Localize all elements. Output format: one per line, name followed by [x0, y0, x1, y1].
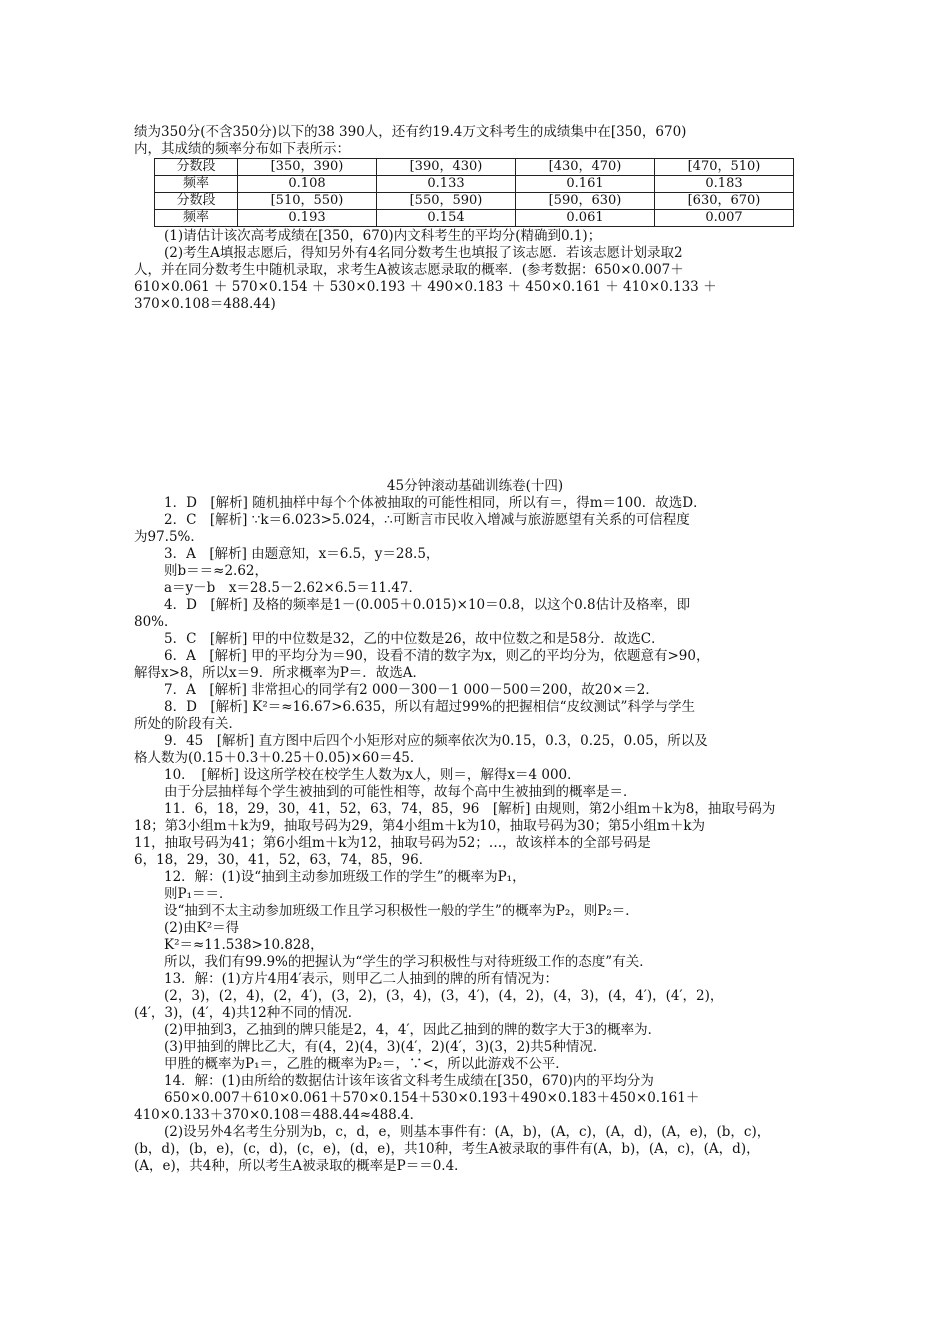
- answer-line: 甲胜的概率为P₁＝，乙胜的概率为P₂＝，∵<，所以此游戏不公平．: [164, 1056, 569, 1072]
- answer-line: (2，3)，(2，4)，(2，4′)，(3，2)，(3，4)，(3，4′)，(4，2)，(4，3)，(4，4′)，(4′，2)，: [164, 988, 724, 1004]
- answer-line: 8．D [解析] K²＝≈16.67>6.635，所以有超过99%的把握相信“皮纹测试”科学与学生: [164, 699, 695, 715]
- answer-line: 13．解：(1)方片4用4′表示，则甲乙二人抽到的牌的所有情况为：: [164, 971, 559, 987]
- table-cell: 0.061: [516, 210, 655, 227]
- table-cell: [390，430): [377, 159, 516, 176]
- answer-line: 11．6，18，29，30，41，52，63，74，85，96 [解析] 由规则，第2小组m＋k为8，抽取号码为: [164, 801, 776, 817]
- answer-line: 解得x>8，所以x＝9．所求概率为P＝．故选A．: [134, 665, 427, 681]
- answer-line: 1．D [解析] 随机抽样中每个个体被抽取的可能性相同，所以有＝，得m＝100．故选D．: [164, 495, 707, 511]
- answer-line: 6．A [解析] 甲的平均分为＝90，设看不清的数字为x，则乙的平均分为，依题意有>90，: [164, 648, 710, 664]
- answer-title: 45分钟滚动基础训练卷(十四): [386, 478, 564, 494]
- table-cell: [470，510): [655, 159, 794, 176]
- question-line: 610×0.061 ＋ 570×0.154 ＋ 530×0.193 ＋ 490×0.183 ＋ 450×0.161 ＋ 410×0.133 ＋: [134, 279, 717, 295]
- table-cell: [630，670): [655, 193, 794, 210]
- answer-line: 则P₁＝＝．: [164, 886, 233, 902]
- answer-line: a＝y－b x＝28.5－2.62×6.5＝11.47．: [164, 580, 422, 596]
- answer-line: 为97.5%．: [134, 529, 204, 545]
- answer-line: (2)设另外4名考生分别为b，c，d，e，则基本事件有：(A，b)，(A，c)，(A，d)，(A，e)，(b，c)，: [164, 1124, 771, 1140]
- answer-line: 12．解：(1)设“抽到主动参加班级工作的学生”的概率为P₁，: [164, 869, 526, 885]
- answer-line: 14．解：(1)由所给的数据估计该年该省文科考生成绩在[350，670)内的平均分为: [164, 1073, 654, 1089]
- answer-line: (4′，3)，(4′，4)共12种不同的情况．: [134, 1005, 362, 1021]
- answer-line: 80%．: [134, 614, 178, 630]
- table-cell: 分数段: [155, 193, 238, 210]
- table-cell: 分数段: [155, 159, 238, 176]
- table-row: [155, 193, 794, 210]
- table-cell: 0.161: [516, 176, 655, 193]
- table-row: [155, 159, 794, 176]
- answer-line: 所处的阶段有关．: [134, 716, 242, 732]
- table-cell: [350，390): [238, 159, 377, 176]
- answer-line: 10． [解析] 设这所学校在校学生人数为x人，则＝，解得x＝4 000．: [164, 767, 581, 783]
- table-cell: 0.183: [655, 176, 794, 193]
- table-row: [155, 210, 794, 227]
- answer-line: 格人数为(0.15＋0.3＋0.25＋0.05)×60＝45．: [134, 750, 424, 766]
- answer-line: (3)甲抽到的牌比乙大，有(4，2)(4，3)(4′，2)(4′，3)(3，2)共5种情况．: [164, 1039, 607, 1055]
- table-cell: 0.108: [238, 176, 377, 193]
- frequency-table: [154, 158, 794, 227]
- question-line: 370×0.108＝488.44): [134, 296, 276, 312]
- table-cell: [550，590): [377, 193, 516, 210]
- answer-line: 由于分层抽样每个学生被抽到的可能性相等，故每个高中生被抽到的概率是＝．: [164, 784, 637, 800]
- table-cell: 0.154: [377, 210, 516, 227]
- answer-line: 18；第3小组m＋k为9，抽取号码为29，第4小组m＋k为10，抽取号码为30；第5小组m＋k为: [134, 818, 706, 834]
- answer-line: (A，e)，共4种，所以考生A被录取的概率是P＝＝0.4．: [134, 1158, 468, 1174]
- answer-line: (2)由K²＝得: [164, 920, 240, 936]
- answer-line: (2)甲抽到3，乙抽到的牌只能是2，4，4′，因此乙抽到的牌的数字大于3的概率为．: [164, 1022, 662, 1038]
- answer-line: 6，18，29，30，41，52，63，74，85，96．: [134, 852, 433, 868]
- table-cell: 频率: [155, 210, 238, 227]
- table-cell: 0.007: [655, 210, 794, 227]
- answer-line: 所以，我们有99.9%的把握认为“学生的学习积极性与对待班级工作的态度”有关．: [164, 954, 653, 970]
- question-line: 人，并在同分数考生中随机录取，求考生A被该志愿录取的概率．(参考数据：650×0.007＋: [134, 262, 684, 278]
- question-line: (1)请估计该次高考成绩在[350，670)内文科考生的平均分(精确到0.1)；: [164, 228, 602, 244]
- answer-line: 5．C [解析] 甲的中位数是32，乙的中位数是26，故中位数之和是58分．故选C．: [164, 631, 665, 647]
- table-cell: 0.193: [238, 210, 377, 227]
- table-row: [155, 176, 794, 193]
- answer-line: (b，d)，(b，e)，(c，d)，(c，e)，(d，e)，共10种，考生A被录取的事件有(A，b)，(A，c)，(A，d)，: [134, 1141, 760, 1157]
- intro-line: 内，其成绩的频率分布如下表所示：: [134, 141, 350, 157]
- answer-line: 则b＝＝≈2.62，: [164, 563, 269, 579]
- answer-line: 410×0.133＋370×0.108＝488.44≈488.4．: [134, 1107, 424, 1123]
- intro-line: 绩为350分(不含350分)以下的38 390人，还有约19.4万文科考生的成绩集中在[350，670): [134, 124, 687, 140]
- table-cell: [510，550): [238, 193, 377, 210]
- table-cell: 频率: [155, 176, 238, 193]
- answer-line: 设“抽到不太主动参加班级工作且学习积极性一般的学生”的概率为P₂，则P₂＝．: [164, 903, 639, 919]
- answer-line: K²＝≈11.538>10.828，: [164, 937, 324, 953]
- answer-line: 7．A [解析] 非常担心的同学有2 000－300－1 000－500＝200，故20×＝2．: [164, 682, 659, 698]
- answer-line: 9．45 [解析] 直方图中后四个小矩形对应的频率依次为0.15，0.3，0.25，0.05，所以及: [164, 733, 708, 749]
- table-cell: [430，470): [516, 159, 655, 176]
- answer-line: 4．D [解析] 及格的频率是1－(0.005＋0.015)×10＝0.8，以这个0.8估计及格率，即: [164, 597, 691, 613]
- table-cell: [590，630): [516, 193, 655, 210]
- question-line: (2)考生A填报志愿后，得知另外有4名同分数考生也填报了该志愿．若该志愿计划录取2: [164, 245, 683, 261]
- answer-line: 3．A [解析] 由题意知，x＝6.5，y＝28.5，: [164, 546, 440, 562]
- answer-line: 650×0.007＋610×0.061＋570×0.154＋530×0.193＋490×0.183＋450×0.161＋: [164, 1090, 700, 1106]
- table-cell: 0.133: [377, 176, 516, 193]
- answer-line: 2．C [解析] ∵k＝6.023>5.024，∴可断言市民收入增减与旅游愿望有关系的可信程度: [164, 512, 690, 528]
- answer-line: 11，抽取号码为41；第6小组m＋k为12，抽取号码为52；…，故该样本的全部号码是: [134, 835, 651, 851]
